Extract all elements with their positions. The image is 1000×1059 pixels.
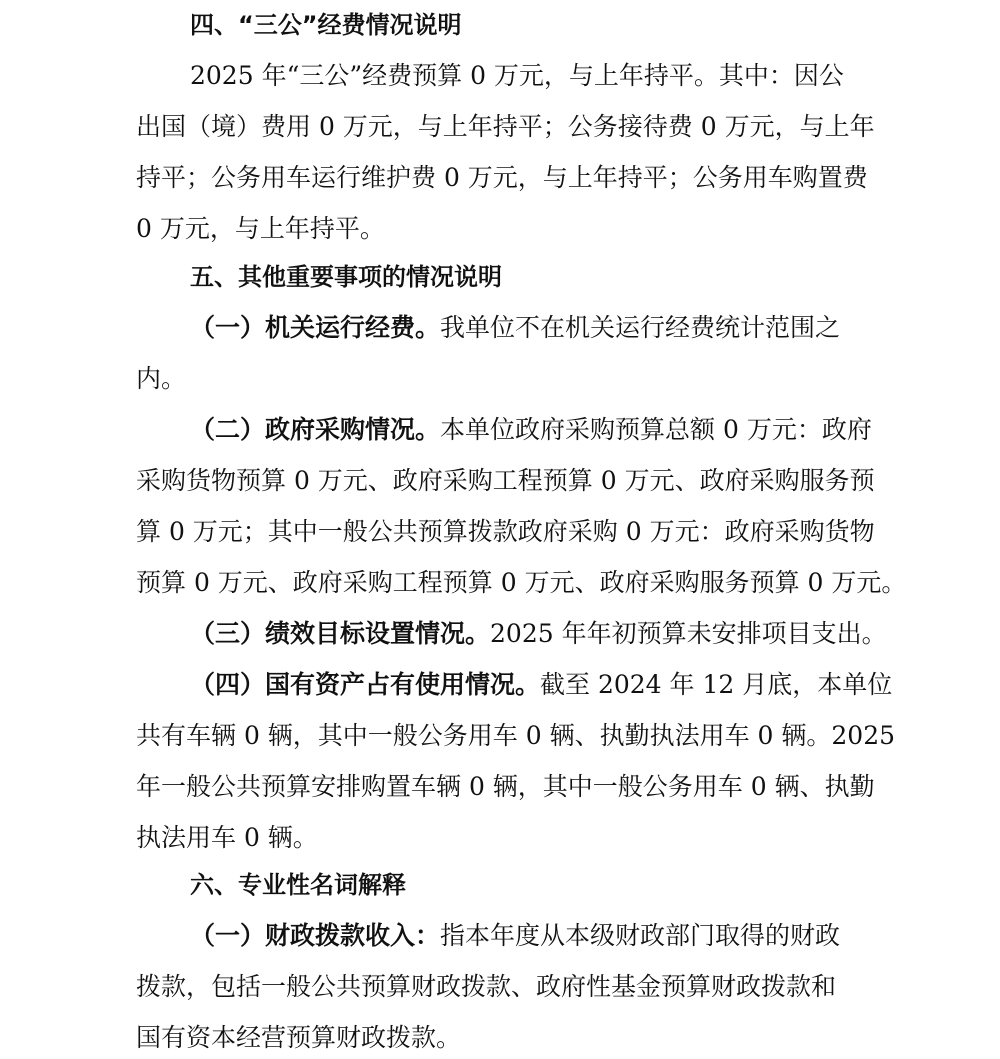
paragraph-line: 拨款，包括一般公共预算财政拨款、政府性基金预算财政拨款和 [136, 972, 837, 1001]
item-title: （三）绩效目标设置情况。 [190, 619, 491, 648]
item-text: 本单位政府采购预算总额 0 万元：政府 [440, 415, 872, 444]
paragraph-line [190, 668, 892, 702]
paragraph-line: 算 0 万元；其中一般公共预算拨款政府采购 0 万元：政府采购货物 [136, 517, 875, 546]
item-text: 我单位不在机关运行经费统计范围之 [440, 313, 841, 342]
paragraph-line: 共有车辆 0 辆，其中一般公务用车 0 辆、执勤执法用车 0 辆。2025 [136, 721, 896, 750]
item-text: 2025 年年初预算未安排项目支出。 [490, 619, 887, 648]
paragraph-line [190, 413, 872, 447]
paragraph-line: 0 万元，与上年持平。 [136, 214, 385, 243]
paragraph-line: 年一般公共预算安排购置车辆 0 辆，其中一般公务用车 0 辆、执勤 [136, 772, 875, 801]
item-title: （二）政府采购情况。 [190, 415, 441, 444]
section-heading-glossary: 六、专业性名词解释 [190, 871, 406, 899]
paragraph-line: 出国（境）费用 0 万元，与上年持平；公务接待费 0 万元，与上年 [136, 112, 875, 141]
paragraph-line: 采购货物预算 0 万元、政府采购工程预算 0 万元、政府采购服务预 [136, 466, 875, 495]
paragraph-line: 内。 [136, 364, 187, 393]
paragraph-line [190, 617, 887, 651]
paragraph-line: 国有资本经营预算财政拨款。 [136, 1023, 462, 1052]
item-text: 指本年度从本级财政部门取得的财政 [440, 921, 841, 950]
paragraph-line: 预算 0 万元、政府采购工程预算 0 万元、政府采购服务预算 0 万元。 [136, 568, 907, 597]
section-heading-other-matters: 五、其他重要事项的情况说明 [190, 263, 502, 291]
item-title: （一）财政拨款收入： [190, 921, 441, 950]
item-title: （一）机关运行经费。 [190, 313, 441, 342]
section-heading-sanggong: 四、“三公”经费情况说明 [190, 11, 462, 39]
item-text: 截至 2024 年 12 月底，本单位 [540, 670, 893, 699]
paragraph-line [190, 311, 840, 345]
paragraph-line: 执法用车 0 辆。 [136, 823, 318, 852]
item-title: （四）国有资产占有使用情况。 [190, 670, 541, 699]
paragraph-line [190, 919, 840, 953]
paragraph-line: 持平；公务用车运行维护费 0 万元，与上年持平；公务用车购置费 [136, 163, 868, 192]
paragraph-line: 2025 年“三公”经费预算 0 万元，与上年持平。其中：因公 [190, 61, 844, 90]
